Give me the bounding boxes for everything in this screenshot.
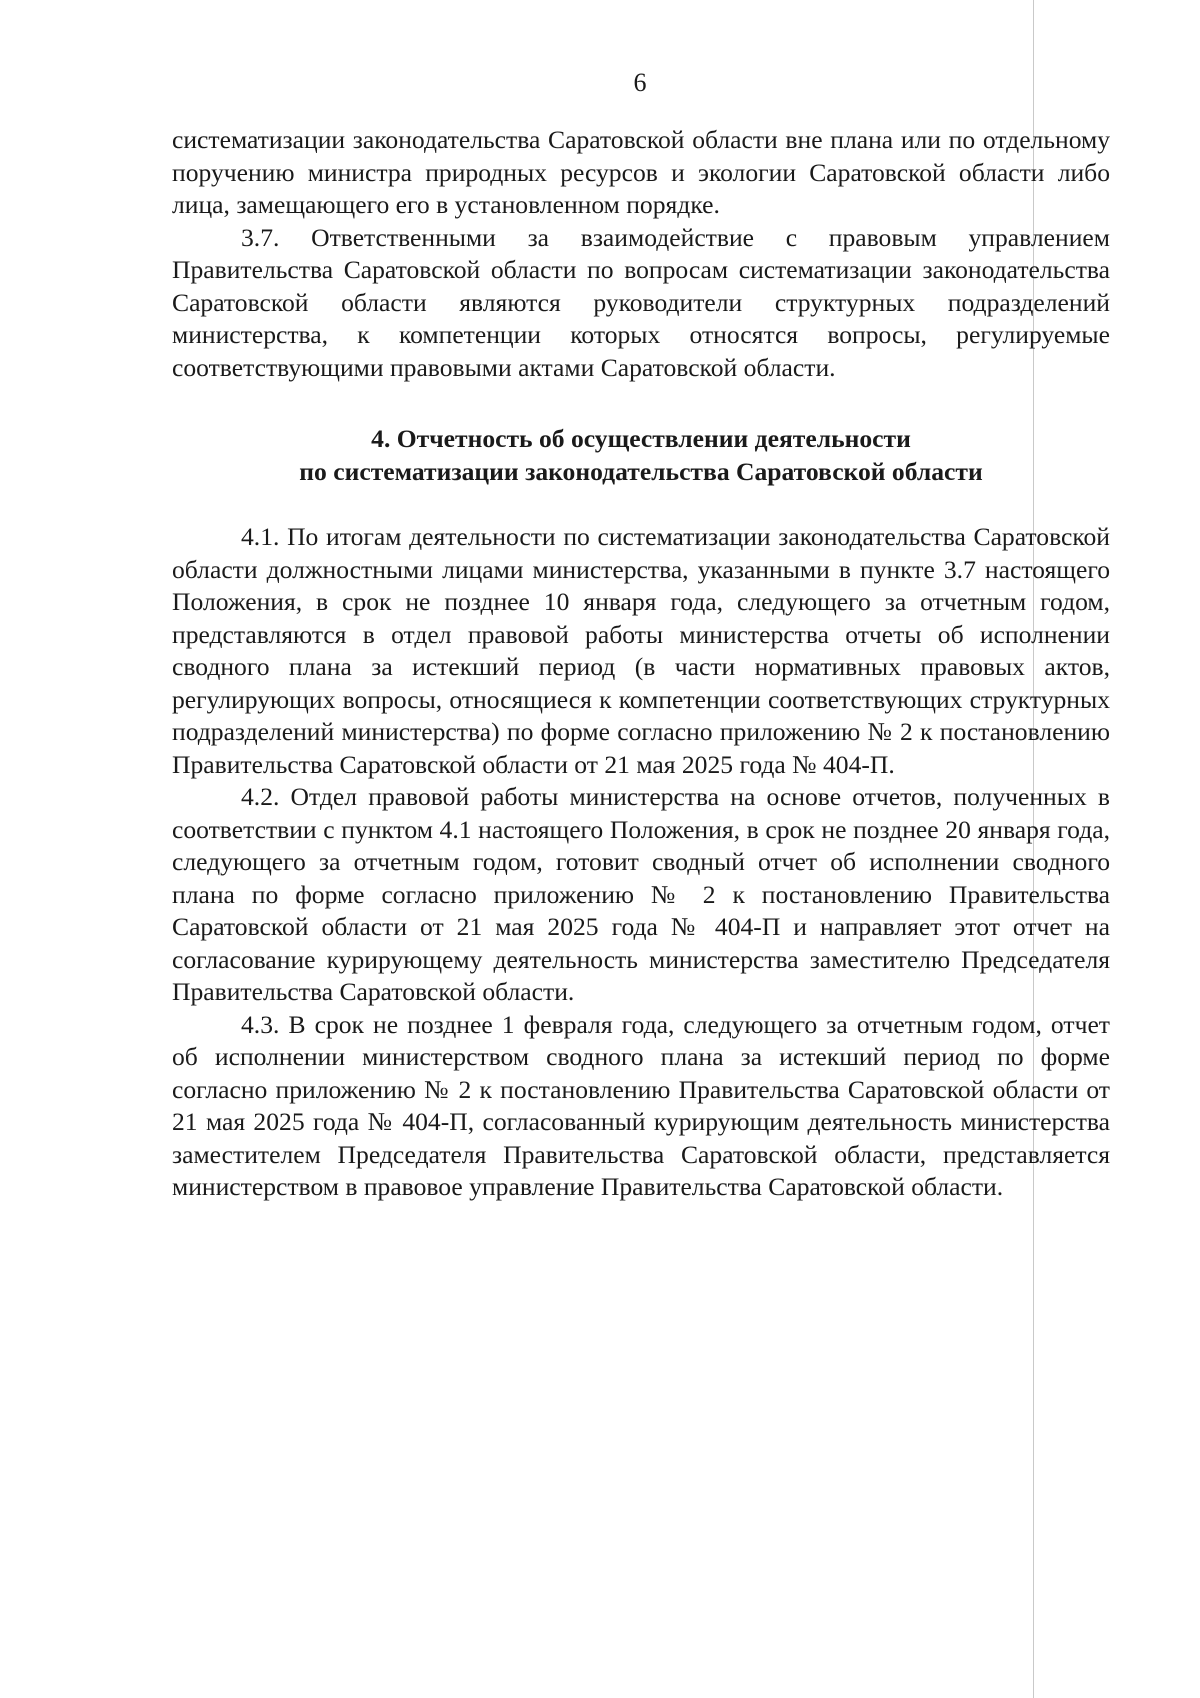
document-body [172, 124, 1110, 1204]
section-heading-line-2: по систематизации законодательства Саратовской области [299, 457, 983, 486]
page-number: 6 [633, 68, 647, 97]
section-heading-line-1: 4. Отчетность об осуществлении деятельности [371, 424, 911, 453]
spacer [172, 488, 1110, 521]
paragraph-4-1: 4.1. По итогам деятельности по систематизации законодательства Саратовской области должностными лицами министерства, указанными в пункте 3.7 настоящего Положения, в срок не позднее 10 января года, следующего за отчетным годом, представляются в отдел правовой работы министерства отчеты об исполнении сводного плана за истекший период (в части нормативных правовых актов, регулирующих вопросы, относящиеся к компетенции соответствующих структурных подразделений министерства) по форме согласно приложению № 2 к постановлению Правительства Саратовской области от 21 мая 2025 года № 404-П. [172, 522, 1110, 779]
paragraph-4-3: 4.3. В срок не позднее 1 февраля года, следующего за отчетным годом, отчет об исполнении министерством сводного плана за истекший период по форме согласно приложению № 2 к постановлению Правительства Саратовской области от 21 мая 2025 года № 404-П, согласованный курирующим деятельность министерства заместителем Председателя Правительства Саратовской области, представляется министерством в правовое управление Правительства Саратовской области. [172, 1009, 1110, 1201]
paragraph-3-7: 3.7. Ответственными за взаимодействие с правовым управлением Правительства Саратовской области по вопросам систематизации законодательства Саратовской области являются руководители структурных подразделений министерства, к компетенции которых относятся вопросы, регулируемые соответствующими правовыми актами Саратовской области. [172, 222, 1110, 382]
spacer [172, 384, 1110, 422]
paragraph-4-2: 4.2. Отдел правовой работы министерства на основе отчетов, полученных в соответствии с пунктом 4.1 настоящего Положения, в срок не позднее 20 января года, следующего за отчетным годом, готовит сводный отчет об исполнении сводного плана по форме согласно приложению № 2 к постановлению Правительства Саратовской области от 21 мая 2025 года № 404-П и направляет этот отчет на согласование курирующему деятельность министерства заместителю Председателя Правительства Саратовской области. [172, 782, 1110, 1006]
paragraph-continuation: систематизации законодательства Саратовской области вне плана или по отдельному поручению министра природных ресурсов и экологии Саратовской области либо лица, замещающего его в установленном порядке. [172, 125, 1110, 219]
